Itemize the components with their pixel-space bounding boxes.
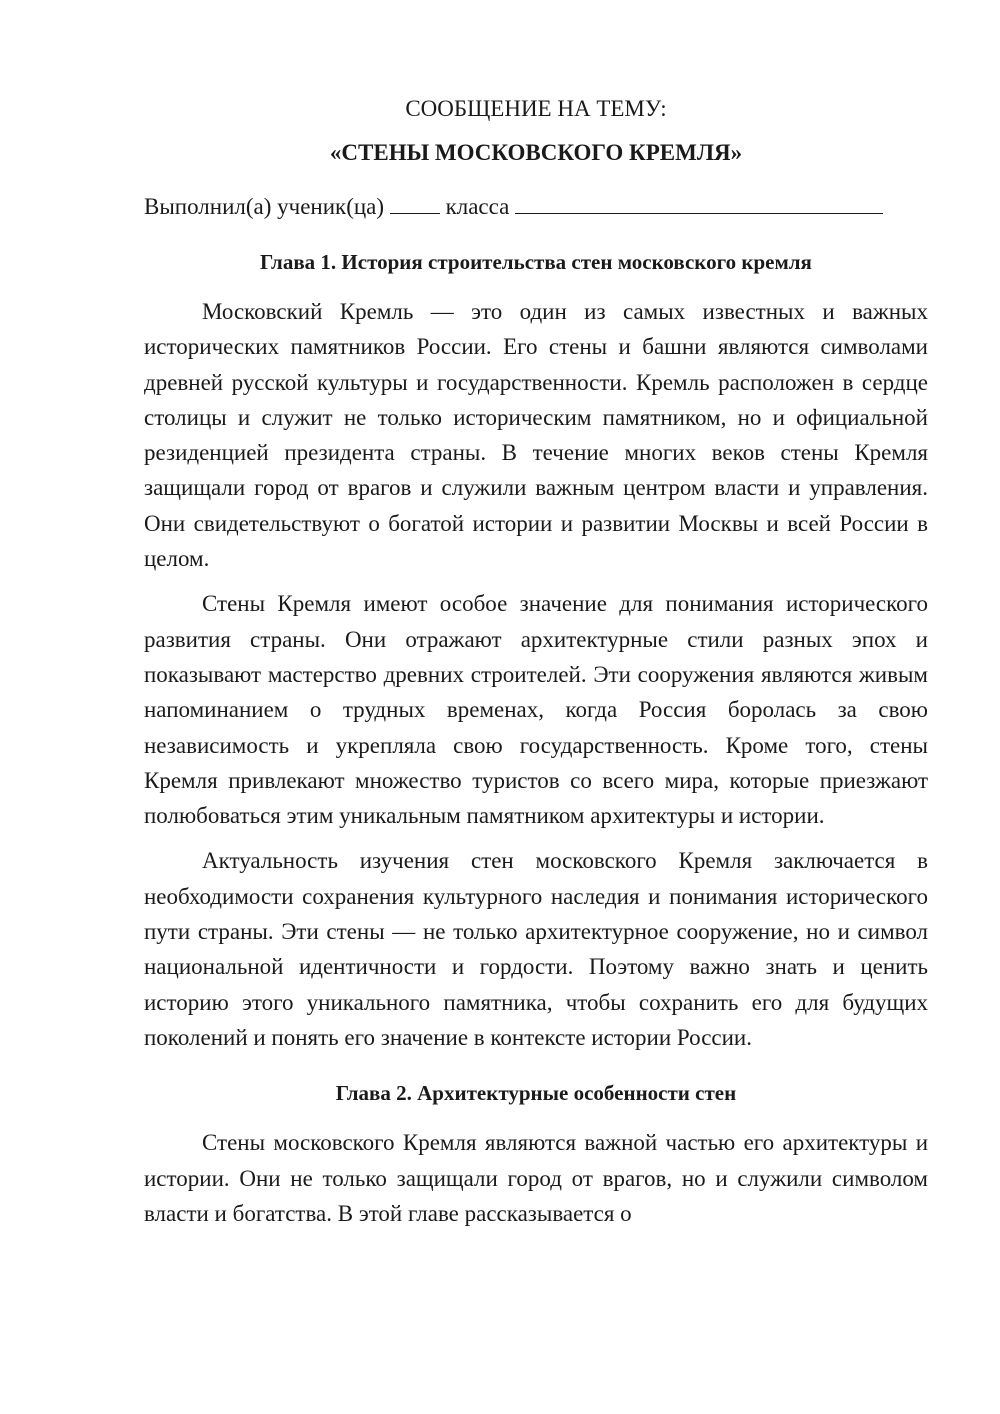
- performer-label: Выполнил(а) ученик(ца): [144, 194, 385, 219]
- class-label: класса: [445, 194, 510, 219]
- name-blank-field: [515, 191, 883, 214]
- document-title-line1: СООБЩЕНИЕ НА ТЕМУ:: [405, 96, 667, 121]
- chapter-1-heading: Глава 1. История строительства стен московского кремля: [260, 250, 812, 274]
- chapter-1-paragraph-2: Стены Кремля имеют особое значение для понимания исторического развития страны. Они отражают архитектурные стили разных эпох и показывают мастерство древних строителей. Эти сооружения являются живым напоминанием о трудных временах, когда Россия боролась за свою независимость и укрепляла свою государственность. Кроме того, стены Кремля привлекают множество туристов со всего мира, которые приезжают полюбоваться этим уникальным памятником архитектуры и истории.: [144, 591, 928, 829]
- chapter-2-heading: Глава 2. Архитектурные особенности стен: [335, 1081, 737, 1106]
- performer-line: [144, 191, 928, 222]
- document-page: [144, 90, 928, 1231]
- chapter-1-paragraph-3: Актуальность изучения стен московского Кремля заключается в необходимости сохранения культурного наследия и понимания исторического пути страны. Эти стены — не только архитектурное сооружение, но и символ национальной идентичности и гордости. Поэтому важно знать и ценить историю этого уникального памятника, чтобы сохранить его для будущих поколений и понять его значение в контексте истории России.: [144, 848, 928, 1050]
- chapter-2-paragraph-1: Стены московского Кремля являются важной частью его архитектуры и истории. Они не только защищали город от врагов, но и служили символом власти и богатства. В этой главе рассказывается о: [144, 1130, 928, 1226]
- class-blank-field: [390, 191, 440, 214]
- document-title-line2: «СТЕНЫ МОСКОВСКОГО КРЕМЛЯ»: [329, 140, 743, 165]
- chapter-1-paragraph-1: Московский Кремль — это один из самых известных и важных исторических памятников России. Его стены и башни являются символами древней русской культуры и государственности. Кремль расположен в сердце столицы и служит не только историческим памятником, но и официальной резиденцией президента страны. В течение многих веков стены Кремля защищали город от врагов и служили важным центром власти и управления. Они свидетельствуют о богатой истории и развитии Москвы и всей России в целом.: [144, 299, 928, 572]
